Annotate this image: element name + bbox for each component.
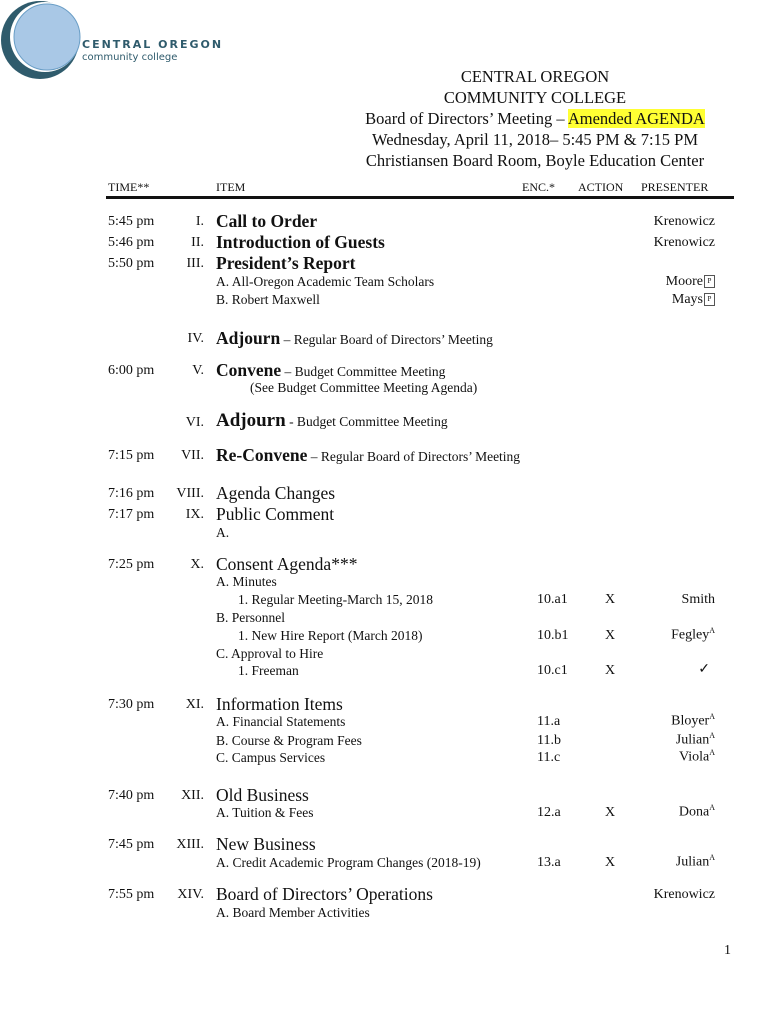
sub-item: B. Robert Maxwell — [216, 292, 320, 307]
enc-number: 10.b1 — [537, 628, 569, 643]
enc-number: 10.c1 — [537, 663, 568, 678]
sub-item: 1. New Hire Report (March 2018) — [238, 628, 423, 643]
item-time: 7:17 pm — [108, 507, 155, 522]
enc-number: 12.a — [537, 805, 561, 820]
sub-item-presenter: Dona$^A$ — [678, 803, 715, 820]
sub-item: A. Board Member Activities — [216, 905, 370, 920]
item-title: Board of Directors’ Operations — [216, 884, 433, 904]
sub-item: A. Financial Statements — [216, 714, 346, 729]
item-number: XII. — [181, 788, 204, 803]
item-number: XIV. — [177, 887, 204, 902]
sub-item: C. Approval to Hire — [216, 646, 324, 661]
enc-number: 11.a — [537, 714, 561, 729]
item-time: 5:45 pm — [108, 214, 155, 229]
attachment-icon: P — [704, 275, 715, 288]
attachment-icon: P — [704, 293, 715, 306]
header-line-4: Wednesday, April 11, 2018– 5:45 PM & 7:15 PM — [371, 130, 699, 149]
header-line-2: COMMUNITY COLLEGE — [443, 88, 627, 107]
item-time: 7:45 pm — [108, 837, 155, 852]
sub-item-presenter: Julian$^A$ — [675, 731, 715, 748]
item-time: 7:55 pm — [108, 887, 155, 902]
sub-item-presenter: Fegley$^A$ — [671, 626, 715, 643]
item-time: 7:15 pm — [108, 448, 155, 463]
item-number: VIII. — [176, 486, 204, 501]
item-number: XIII. — [176, 837, 204, 852]
sub-item: 1. Freeman — [238, 663, 299, 678]
header-line-1: CENTRAL OREGON — [460, 67, 610, 86]
item-title: Old Business — [216, 785, 309, 805]
item-title: Information Items — [216, 694, 343, 714]
action-mark: X — [605, 855, 616, 870]
item-title: Agenda Changes — [216, 483, 336, 503]
item-presenter: Krenowicz — [653, 887, 715, 902]
item-number: V. — [192, 363, 204, 378]
action-mark: X — [605, 805, 616, 820]
item-presenter: Krenowicz — [653, 214, 715, 229]
item-note: (See Budget Committee Meeting Agenda) — [250, 380, 478, 395]
item-title: Adjourn – Regular Board of Directors’ Meeting — [216, 328, 493, 348]
item-title: Consent Agenda*** — [216, 554, 358, 574]
sub-item: A. Tuition & Fees — [216, 805, 314, 820]
header-rule — [106, 196, 734, 199]
sub-item-presenter: Viola$^A$ — [678, 748, 715, 765]
header-line-5: Christiansen Board Room, Boyle Education Center — [365, 151, 705, 170]
sub-item-presenter: Moore P — [666, 274, 715, 290]
sub-item-presenter: Smith — [681, 592, 715, 607]
sub-item-presenter: Julian$^A$ — [675, 853, 715, 870]
action-mark: X — [605, 628, 616, 643]
item-number: XI. — [185, 697, 204, 712]
logo-name: CENTRAL OREGON — [82, 38, 224, 51]
item-number: IV. — [187, 331, 204, 346]
item-number: VII. — [181, 448, 204, 463]
sub-item: A. — [216, 525, 230, 540]
item-title: President’s Report — [216, 253, 356, 273]
col-presenter: PRESENTER — [641, 180, 709, 194]
item-time: 6:00 pm — [108, 363, 155, 378]
enc-number: 11.b — [537, 733, 561, 748]
sub-item: A. Minutes — [216, 574, 277, 589]
item-number: X. — [190, 557, 204, 572]
logo-sub: community college — [82, 52, 178, 63]
item-time: 7:40 pm — [108, 788, 155, 803]
enc-number: 11.c — [537, 750, 561, 765]
amended-agenda-highlight: Amended AGENDA — [567, 109, 705, 128]
sub-item: B. Course & Program Fees — [216, 733, 362, 748]
col-action: ACTION — [578, 180, 624, 194]
col-time: TIME** — [108, 180, 150, 194]
item-time: 5:46 pm — [108, 235, 155, 250]
sub-item-presenter: Bloyer$^A$ — [671, 712, 715, 729]
item-title: Call to Order — [216, 211, 318, 231]
enc-number: 10.a1 — [537, 592, 568, 607]
item-title: Re-Convene – Regular Board of Directors’ Meeting — [216, 445, 521, 465]
sub-item: C. Campus Services — [216, 750, 326, 765]
item-time: 7:25 pm — [108, 557, 155, 572]
action-mark: X — [605, 663, 616, 678]
item-number: I. — [195, 214, 204, 229]
item-number: VI. — [185, 415, 204, 430]
col-item: ITEM — [216, 180, 246, 194]
action-mark: X — [605, 592, 616, 607]
item-time: 7:30 pm — [108, 697, 155, 712]
sub-item: A. Credit Academic Program Changes (2018-19) — [216, 855, 481, 870]
checkmark-icon: ✓ — [698, 662, 710, 677]
sub-item: A. All-Oregon Academic Team Scholars — [216, 274, 435, 289]
item-title: Convene – Budget Committee Meeting — [216, 360, 446, 380]
enc-number: 13.a — [537, 855, 561, 870]
page-number: 1 — [724, 943, 731, 958]
item-number: II. — [191, 235, 204, 250]
college-logo — [0, 0, 240, 80]
item-time: 5:50 pm — [108, 256, 155, 271]
col-enc: ENC.* — [522, 180, 555, 194]
sub-item: 1. Regular Meeting-March 15, 2018 — [238, 592, 433, 607]
sub-item-presenter: Mays P — [672, 292, 715, 308]
header-line-3-prefix: Board of Directors’ Meeting – — [365, 109, 568, 128]
item-title: Adjourn - Budget Committee Meeting — [216, 410, 448, 431]
sub-item: B. Personnel — [216, 610, 285, 625]
item-number: IX. — [185, 507, 204, 522]
item-presenter: Krenowicz — [653, 235, 715, 250]
item-title: Introduction of Guests — [216, 232, 385, 252]
item-time: 7:16 pm — [108, 486, 155, 501]
item-title: Public Comment — [216, 504, 335, 524]
item-number: III. — [186, 256, 204, 271]
header-line-3 — [350, 108, 720, 129]
item-title: New Business — [216, 834, 316, 854]
